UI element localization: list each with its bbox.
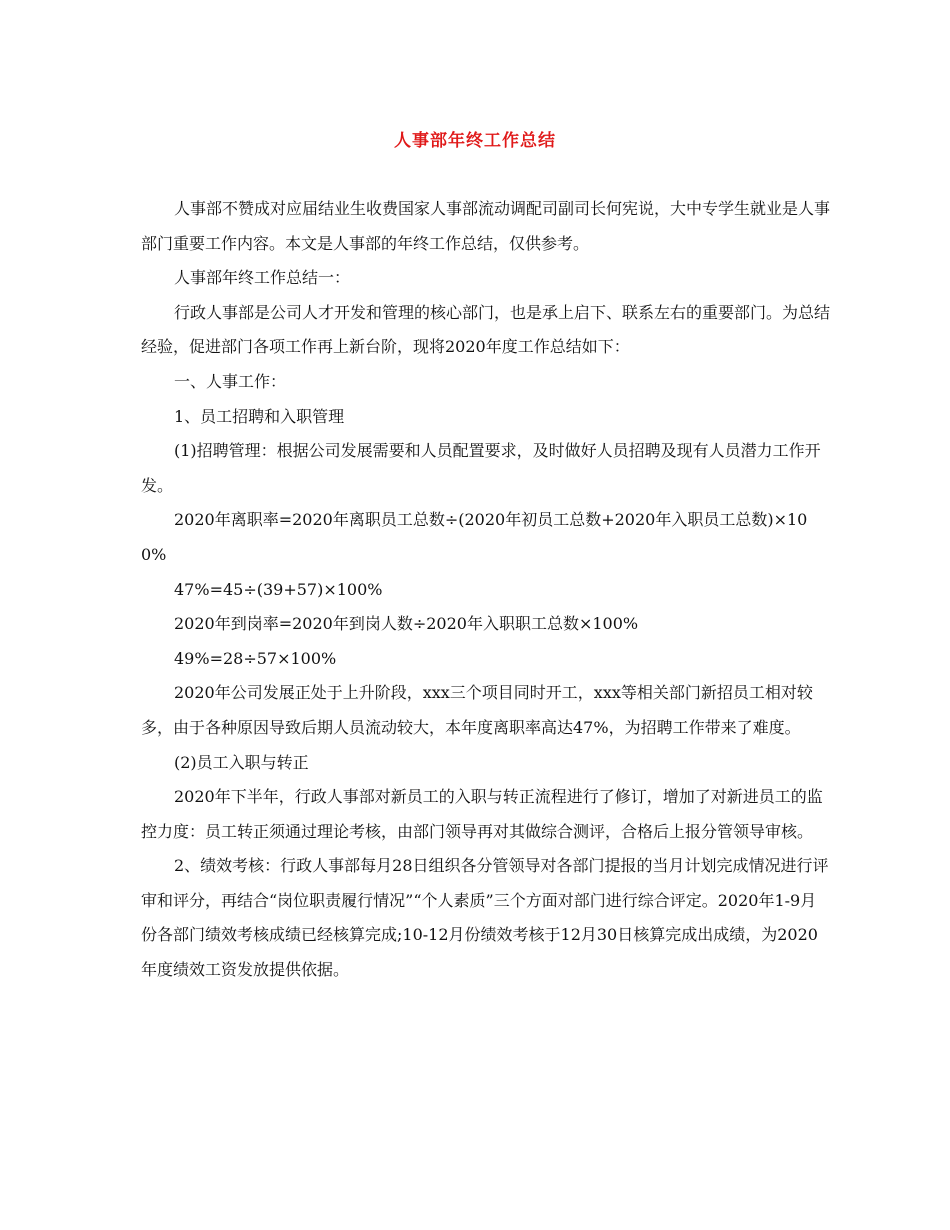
- paragraph-turnover-explanation: 2020年公司发展正处于上升阶段，xxx三个项目同时开工，xxx等相关部门新招员工相对较多，由于各种原因导致后期人员流动较大，本年度离职率高达47%，为招聘工作带来了难度。: [141, 683, 813, 737]
- paragraph-performance-review: 2、绩效考核：行政人事部每月28日组织各分管领导对各部门提报的当月计划完成情况进行评审和评分，再结合“岗位职责履行情况”“个人素质”三个方面对部门进行综合评定。2020年1-9月份各部门绩效考核成绩已经核算完成;10-12月份绩效考核于12月30日核算完成出成绩，为2020年度绩效工资发放提供依据。: [141, 856, 829, 980]
- section-heading-hr-work: 一、人事工作：: [174, 371, 287, 391]
- paragraph-onboarding: 2020年下半年，行政人事部对新员工的入职与转正流程进行了修订，增加了对新进员工的监控力度：员工转正须通过理论考核，由部门领导再对其做综合测评，合格后上报分管领导审核。: [141, 787, 823, 841]
- document-body: [141, 192, 831, 988]
- document-title: 人事部年终工作总结: [394, 131, 556, 151]
- subsection-heading-recruitment: 1、员工招聘和入职管理: [174, 406, 345, 426]
- formula-arrival-calc: 49%=28÷57×100%: [174, 648, 337, 668]
- paragraph-recruitment-management: (1)招聘管理：根据公司发展需要和人员配置要求，及时做好人员招聘及现有人员潜力工作开发。: [141, 441, 821, 495]
- formula-arrival-rate: 2020年到岗率=2020年到岗人数÷2020年入职职工总数×100%: [174, 614, 639, 634]
- formula-turnover-rate: 2020年离职率=2020年离职员工总数÷(2020年初员工总数+2020年入职员工总数)×100%: [141, 510, 808, 564]
- formula-turnover-calc: 47%=45÷(39+57)×100%: [174, 579, 383, 599]
- subsection-heading-onboarding: (2)员工入职与转正: [174, 752, 309, 772]
- paragraph-department-overview: 行政人事部是公司人才开发和管理的核心部门，也是承上启下、联系左右的重要部门。为总结经验，促进部门各项工作再上新台阶，现将2020年度工作总结如下：: [141, 302, 831, 357]
- paragraph-summary-heading: 人事部年终工作总结一：: [174, 268, 351, 288]
- paragraph-intro: 人事部不赞成对应届结业生收费国家人事部流动调配司副司长何宪说，大中专学生就业是人事部门重要工作内容。本文是人事部的年终工作总结，仅供参考。: [141, 199, 831, 253]
